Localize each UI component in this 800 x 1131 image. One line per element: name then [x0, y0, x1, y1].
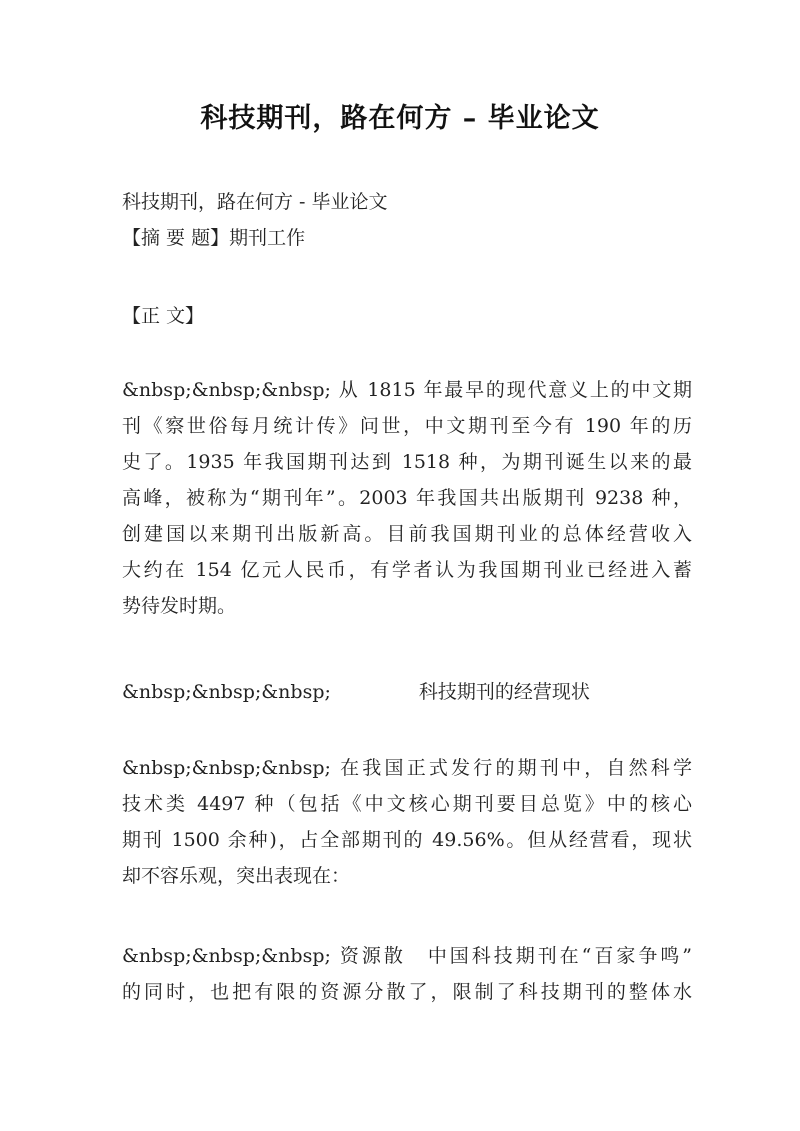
body-heading: 【正 文】 — [122, 305, 205, 327]
section-prefix: &nbsp;&nbsp;&nbsp; — [122, 681, 331, 703]
paragraph-line: 高峰，被称为“期刊年”。2003 年我国共出版期刊 9238 种， — [122, 487, 692, 509]
paragraph-line: 势待发时期。 — [122, 595, 237, 617]
document-subtitle: 科技期刊，路在何方 - 毕业论文 — [122, 191, 388, 213]
header-block — [122, 184, 692, 256]
paragraph-line: &nbsp;&nbsp;&nbsp; 资源散 中国科技期刊在“百家争鸣” — [122, 945, 692, 967]
section-heading-line — [122, 674, 692, 710]
paragraph-line: 大约在 154 亿元人民币，有学者认为我国期刊业已经进入蓄 — [122, 559, 692, 581]
body-heading-block — [122, 298, 692, 334]
paragraph-line: &nbsp;&nbsp;&nbsp; 从 1815 年最早的现代意义上的中文期 — [122, 379, 692, 401]
paragraph-1 — [122, 372, 692, 624]
abstract-line: 【摘 要 题】期刊工作 — [122, 227, 306, 249]
section-title: 科技期刊的经营现状 — [418, 681, 590, 703]
document-title: 科技期刊，路在何方 – 毕业论文 — [200, 103, 600, 134]
paragraph-line: 创建国以来期刊出版新高。目前我国期刊业的总体经营收入 — [122, 523, 692, 545]
paragraph-line: 的同时，也把有限的资源分散了，限制了科技期刊的整体水 — [122, 981, 692, 1003]
paragraph-2 — [122, 750, 692, 894]
paragraph-line: 却不容乐观，突出表现在： — [122, 865, 351, 887]
paragraph-line: 刊《察世俗每月统计传》问世，中文期刊至今有 190 年的历 — [122, 415, 692, 437]
section-heading-block — [122, 674, 692, 710]
paragraph-line: 期刊 1500 余种)，占全部期刊的 49.56%。但从经营看，现状 — [122, 829, 692, 851]
paragraph-line: 技术类 4497 种（包括《中文核心期刊要目总览》中的核心 — [122, 793, 692, 815]
paragraph-3 — [122, 938, 692, 1010]
paragraph-line: 史了。1935 年我国期刊达到 1518 种，为期刊诞生以来的最 — [122, 451, 692, 473]
paragraph-line: &nbsp;&nbsp;&nbsp; 在我国正式发行的期刊中，自然科学 — [122, 757, 692, 779]
